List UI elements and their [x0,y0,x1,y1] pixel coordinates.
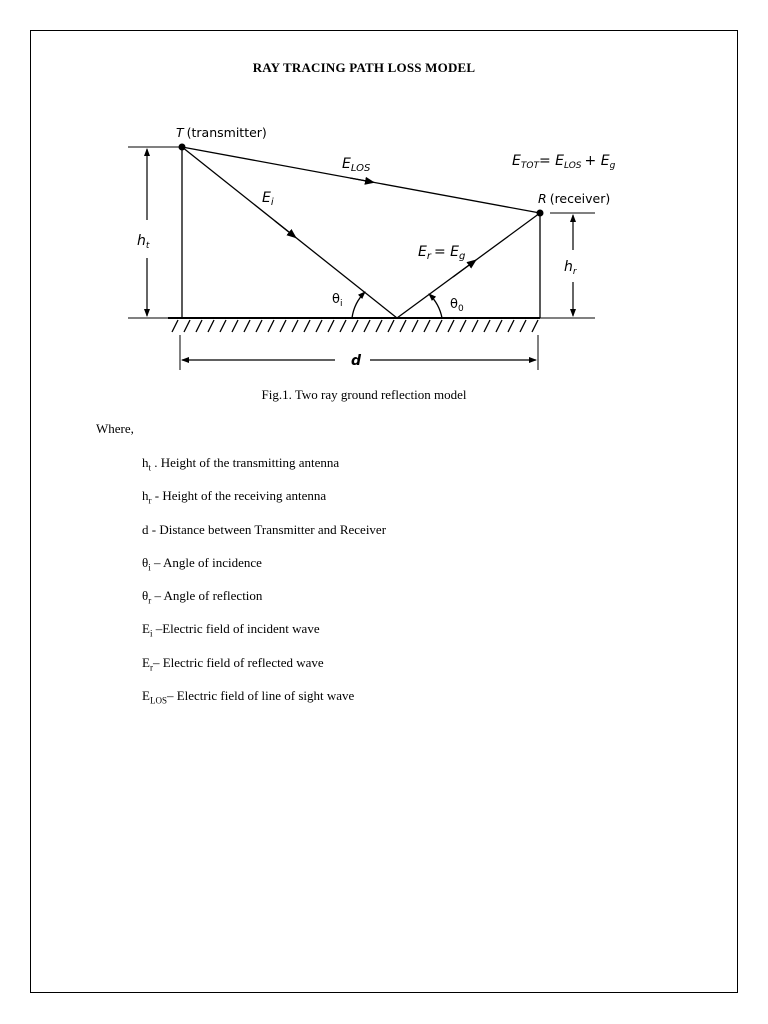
ei-label: $E_i$ [262,190,274,208]
er-eq-label: $E_r = E_g$ [418,244,466,262]
theta-0-arc [429,294,442,318]
los-ray-arrow [350,178,374,182]
list-item: $E_{LOS}-$ Electric field of line of sight wave [142,688,355,706]
list-item: $\theta_i$ – Angle of incidence [142,554,262,573]
list-item: $E_i$ –Electric field of incident wave [142,621,320,640]
d-label: d [351,353,362,369]
etot-label: $E_{TOT}= E_{LOS} + E_g$ [512,153,616,171]
list-item: $h_t$ . Height of the transmitting antenna [142,455,340,473]
list-item: $h_r$ - Height of the receiving antenna [142,488,327,506]
list-item: $E_r-$ Electric field of reflected wave [142,654,324,673]
reflected-ray-arrow [453,260,476,277]
figure-caption: Fig.1. Two ray ground reflection model [261,387,467,402]
two-ray-diagram [120,120,640,375]
elos-label: $E_{LOS}$ [342,156,371,174]
definitions-list [142,455,386,721]
list-item: $\theta_r$ – Angle of reflection [142,588,263,606]
list-item: d - Distance between Transmitter and Receiver [142,521,387,537]
theta-i-arc [352,292,365,318]
where-label: Where, [96,421,134,436]
ground-hatching [172,320,538,332]
transmitter-label: T (transmitter) [176,125,267,140]
theta-0-label: $\theta_0$ [450,297,464,314]
hr-label: $h_r$ [564,259,577,277]
receiver-label: R (receiver) [538,191,611,206]
theta-i-label: $\theta_i$ [332,292,343,309]
ht-label: $h_t$ [137,233,150,251]
incident-ray-arrow [275,221,296,238]
page-title: RAY TRACING PATH LOSS MODEL [252,60,476,75]
